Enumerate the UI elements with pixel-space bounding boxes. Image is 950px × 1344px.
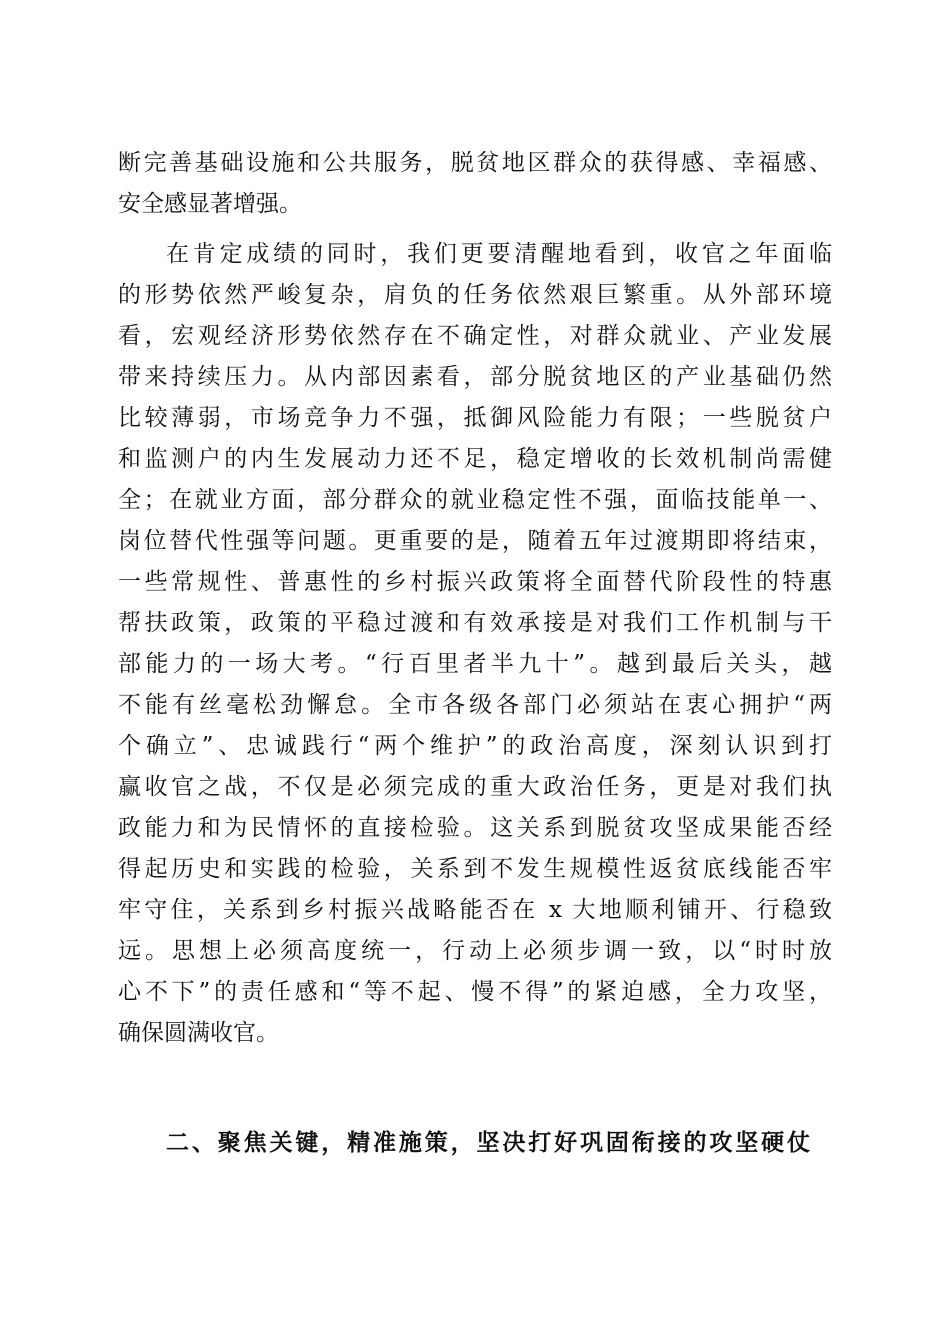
paragraph-line: 政能力和为民情怀的直接检验。这关系到脱贫攻坚成果能否经 (118, 815, 832, 841)
section-heading: 二、聚焦关键，精准施策，坚决打好巩固衔接的攻坚硬仗 (166, 1130, 810, 1156)
paragraph-line: 确保圆满收官。 (118, 1020, 279, 1046)
paragraph-line: 断完善基础设施和公共服务，脱贫地区群众的获得感、幸福感、 (118, 150, 832, 176)
paragraph-line: 岗位替代性强等问题。更重要的是，随着五年过渡期即将结束， (118, 528, 832, 554)
paragraph-line: 一些常规性、普惠性的乡村振兴政策将全面替代阶段性的特惠 (118, 569, 832, 595)
paragraph-line: 心不下”的责任感和“等不起、慢不得”的紧迫感，全力攻坚， (118, 979, 832, 1005)
paragraph-line: 远。思想上必须高度统一，行动上必须步调一致，以“时时放 (118, 938, 832, 964)
paragraph-line: 带来持续压力。从内部因素看，部分脱贫地区的产业基础仍然 (118, 364, 832, 390)
paragraph-line: 比较薄弱，市场竞争力不强，抵御风险能力有限；一些脱贫户 (118, 405, 832, 431)
paragraph-line: 和监测户的内生发展动力还不足，稳定增收的长效机制尚需健 (118, 446, 832, 472)
paragraph-line: 赢收官之战，不仅是必须完成的重大政治任务，更是对我们执 (118, 774, 832, 800)
paragraph-line: 牢守住，关系到乡村振兴战略能否在 x 大地顺利铺开、行稳致 (118, 897, 832, 923)
paragraph-line: 安全感显著增强。 (118, 191, 302, 217)
paragraph-line: 部能力的一场大考。“行百里者半九十”。越到最后关头，越 (118, 651, 832, 677)
paragraph-line: 的形势依然严峻复杂，肩负的任务依然艰巨繁重。从外部环境 (118, 282, 832, 308)
paragraph-line: 个确立”、忠诚践行“两个维护”的政治高度，深刻认识到打 (118, 733, 832, 759)
paragraph-line: 在肯定成绩的同时，我们更要清醒地看到，收官之年面临 (166, 241, 832, 267)
paragraph-line: 看，宏观经济形势依然存在不确定性，对群众就业、产业发展 (118, 323, 832, 349)
paragraph-line: 不能有丝毫松劲懈怠。全市各级各部门必须站在衷心拥护“两 (118, 692, 832, 718)
paragraph-line: 得起历史和实践的检验，关系到不发生规模性返贫底线能否牢 (118, 856, 832, 882)
paragraph-line: 全；在就业方面，部分群众的就业稳定性不强，面临技能单一、 (118, 487, 832, 513)
paragraph-line: 帮扶政策，政策的平稳过渡和有效承接是对我们工作机制与干 (118, 610, 832, 636)
